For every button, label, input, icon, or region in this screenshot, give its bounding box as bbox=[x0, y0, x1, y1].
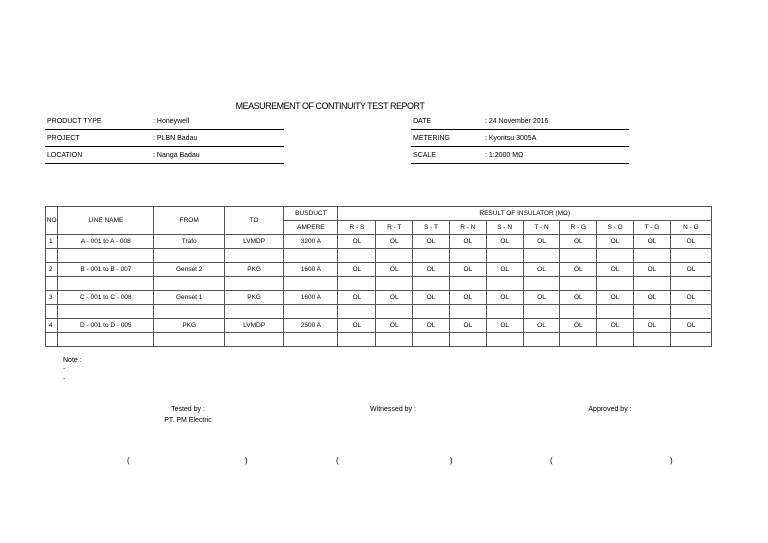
cell-result: OL bbox=[376, 235, 413, 249]
cell-empty bbox=[634, 277, 671, 291]
header-divider bbox=[411, 163, 629, 164]
header-divider bbox=[411, 146, 629, 147]
cell-empty bbox=[634, 305, 671, 319]
table-row bbox=[46, 319, 712, 333]
cell-empty bbox=[449, 277, 486, 291]
cell-empty bbox=[670, 277, 711, 291]
cell-empty bbox=[58, 333, 154, 347]
cell-no: 1 bbox=[46, 235, 58, 249]
cell-empty bbox=[486, 277, 523, 291]
cell-result: OL bbox=[560, 291, 597, 305]
col-header-result-item: S - T bbox=[413, 221, 450, 235]
cell-line-name: B - 001 to B - 007 bbox=[58, 263, 154, 277]
cell-result: OL bbox=[486, 319, 523, 333]
cell-result: OL bbox=[449, 235, 486, 249]
cell-empty bbox=[338, 333, 376, 347]
cell-from: Genset 2 bbox=[154, 263, 225, 277]
cell-ampere: 3200 A bbox=[284, 235, 338, 249]
cell-result: OL bbox=[523, 319, 560, 333]
cell-empty bbox=[46, 249, 58, 263]
cell-result: OL bbox=[560, 319, 597, 333]
note-item: - bbox=[63, 366, 66, 373]
tested-by-label: Tested by : bbox=[171, 406, 205, 413]
project-value: : PLBN Badau bbox=[153, 135, 198, 142]
col-header-result-item: T - G bbox=[634, 221, 671, 235]
location-value: : Nanga Badau bbox=[153, 152, 200, 159]
table-row bbox=[46, 291, 712, 305]
cell-result: OL bbox=[338, 291, 376, 305]
report-title: MEASUREMENT OF CONTINUITY TEST REPORT bbox=[235, 101, 425, 111]
approved-signature-close: ) bbox=[670, 456, 673, 465]
cell-empty bbox=[523, 305, 560, 319]
cell-empty bbox=[58, 305, 154, 319]
cell-result: OL bbox=[523, 235, 560, 249]
cell-result: OL bbox=[486, 263, 523, 277]
cell-empty bbox=[597, 305, 634, 319]
cell-empty bbox=[523, 333, 560, 347]
project-label: PROJECT bbox=[47, 135, 80, 142]
col-header-result-item: R - S bbox=[338, 221, 376, 235]
cell-result: OL bbox=[449, 291, 486, 305]
cell-line-name: A - 001 to A - 008 bbox=[58, 235, 154, 249]
cell-result: OL bbox=[413, 235, 450, 249]
cell-no: 4 bbox=[46, 319, 58, 333]
cell-empty bbox=[284, 305, 338, 319]
cell-empty bbox=[224, 249, 283, 263]
cell-line-name: D - 001 to D - 005 bbox=[58, 319, 154, 333]
col-header-result-item: R - N bbox=[449, 221, 486, 235]
cell-empty bbox=[560, 277, 597, 291]
cell-empty bbox=[523, 277, 560, 291]
cell-empty bbox=[376, 277, 413, 291]
cell-result: OL bbox=[376, 319, 413, 333]
col-header-result-item: N - G bbox=[670, 221, 711, 235]
cell-result: OL bbox=[597, 263, 634, 277]
cell-no: 2 bbox=[46, 263, 58, 277]
cell-empty bbox=[338, 249, 376, 263]
scale-label: SCALE bbox=[413, 152, 436, 159]
cell-empty bbox=[46, 305, 58, 319]
cell-empty bbox=[154, 249, 225, 263]
cell-result: OL bbox=[634, 263, 671, 277]
cell-empty bbox=[154, 277, 225, 291]
cell-empty bbox=[338, 305, 376, 319]
cell-result: OL bbox=[376, 263, 413, 277]
cell-empty bbox=[523, 249, 560, 263]
cell-empty bbox=[46, 277, 58, 291]
header-divider bbox=[45, 163, 284, 164]
cell-result: OL bbox=[413, 291, 450, 305]
cell-from: PKG bbox=[154, 319, 225, 333]
cell-result: OL bbox=[338, 319, 376, 333]
cell-empty bbox=[670, 305, 711, 319]
cell-empty bbox=[413, 277, 450, 291]
cell-empty bbox=[46, 333, 58, 347]
col-header-to: TO bbox=[224, 207, 283, 235]
cell-from: Genset 1 bbox=[154, 291, 225, 305]
cell-result: OL bbox=[634, 319, 671, 333]
cell-no: 3 bbox=[46, 291, 58, 305]
cell-empty bbox=[670, 333, 711, 347]
product-type-value: : Honeywell bbox=[153, 118, 190, 125]
tested-signature-open: ( bbox=[127, 456, 130, 465]
cell-empty bbox=[154, 305, 225, 319]
cell-empty bbox=[449, 305, 486, 319]
date-value: : 24 November 2016 bbox=[485, 118, 549, 125]
note-item: - bbox=[63, 376, 66, 383]
cell-empty bbox=[58, 277, 154, 291]
cell-empty bbox=[634, 333, 671, 347]
cell-result: OL bbox=[338, 263, 376, 277]
cell-to: LVMDP bbox=[224, 235, 283, 249]
cell-empty bbox=[670, 249, 711, 263]
cell-empty bbox=[338, 277, 376, 291]
header-divider bbox=[411, 129, 629, 130]
cell-empty bbox=[597, 277, 634, 291]
col-header-result: RESULT OF INSULATOR (MΩ) bbox=[338, 207, 712, 221]
cell-result: OL bbox=[523, 291, 560, 305]
cell-result: OL bbox=[597, 235, 634, 249]
metering-label: METERING bbox=[413, 135, 450, 142]
cell-result: OL bbox=[670, 291, 711, 305]
table-spacer-row bbox=[46, 305, 712, 319]
col-header-no: NO bbox=[46, 207, 58, 235]
cell-empty bbox=[224, 333, 283, 347]
col-header-from: FROM bbox=[154, 207, 225, 235]
cell-result: OL bbox=[634, 291, 671, 305]
cell-result: OL bbox=[560, 235, 597, 249]
col-header-result-item: R - G bbox=[560, 221, 597, 235]
cell-result: OL bbox=[376, 291, 413, 305]
cell-empty bbox=[224, 305, 283, 319]
cell-empty bbox=[560, 305, 597, 319]
cell-result: OL bbox=[449, 263, 486, 277]
cell-empty bbox=[413, 305, 450, 319]
cell-empty bbox=[376, 305, 413, 319]
witnessed-signature-close: ) bbox=[450, 456, 453, 465]
approved-signature-open: ( bbox=[550, 456, 553, 465]
cell-empty bbox=[560, 249, 597, 263]
col-header-busduct: BUSDUCT bbox=[284, 207, 338, 221]
col-header-ampere: AMPERE bbox=[284, 221, 338, 235]
col-header-result-item: R - T bbox=[376, 221, 413, 235]
scale-value: : 1:2000 MΩ bbox=[485, 152, 524, 159]
cell-empty bbox=[58, 249, 154, 263]
cell-empty bbox=[376, 249, 413, 263]
cell-result: OL bbox=[338, 235, 376, 249]
cell-result: OL bbox=[523, 263, 560, 277]
cell-empty bbox=[597, 249, 634, 263]
cell-ampere: 1600 A bbox=[284, 263, 338, 277]
metering-value: : Kyoritsu 3005A bbox=[485, 135, 537, 142]
col-header-result-item: S - N bbox=[486, 221, 523, 235]
cell-empty bbox=[634, 249, 671, 263]
cell-empty bbox=[284, 333, 338, 347]
tested-signature-close: ) bbox=[245, 456, 248, 465]
cell-empty bbox=[154, 333, 225, 347]
table-spacer-row bbox=[46, 249, 712, 263]
cell-result: OL bbox=[634, 235, 671, 249]
cell-empty bbox=[449, 249, 486, 263]
cell-empty bbox=[560, 333, 597, 347]
cell-result: OL bbox=[670, 319, 711, 333]
cell-result: OL bbox=[670, 263, 711, 277]
table-row bbox=[46, 235, 712, 249]
col-header-result-item: S - G bbox=[597, 221, 634, 235]
cell-empty bbox=[597, 333, 634, 347]
cell-result: OL bbox=[486, 291, 523, 305]
cell-empty bbox=[376, 333, 413, 347]
cell-ampere: 1600 A bbox=[284, 291, 338, 305]
cell-from: Trafo bbox=[154, 235, 225, 249]
cell-result: OL bbox=[413, 319, 450, 333]
table-row bbox=[46, 263, 712, 277]
cell-empty bbox=[486, 305, 523, 319]
cell-to: PKG bbox=[224, 263, 283, 277]
cell-to: LVMDP bbox=[224, 319, 283, 333]
table-spacer-row bbox=[46, 333, 712, 347]
cell-empty bbox=[284, 277, 338, 291]
cell-ampere: 2500 A bbox=[284, 319, 338, 333]
cell-to: PKG bbox=[224, 291, 283, 305]
product-type-label: PRODUCT TYPE bbox=[47, 118, 102, 125]
header-divider bbox=[45, 129, 284, 130]
date-label: DATE bbox=[413, 118, 432, 125]
cell-empty bbox=[449, 333, 486, 347]
witnessed-by-label: Witnessed by : bbox=[370, 406, 416, 413]
cell-result: OL bbox=[449, 319, 486, 333]
cell-empty bbox=[413, 333, 450, 347]
cell-empty bbox=[413, 249, 450, 263]
cell-empty bbox=[284, 249, 338, 263]
cell-result: OL bbox=[597, 291, 634, 305]
witnessed-signature-open: ( bbox=[336, 456, 339, 465]
col-header-result-item: T - N bbox=[523, 221, 560, 235]
cell-empty bbox=[486, 249, 523, 263]
cell-empty bbox=[224, 277, 283, 291]
cell-result: OL bbox=[486, 235, 523, 249]
tested-by-company: PT. PM Electric bbox=[164, 417, 212, 424]
cell-result: OL bbox=[413, 263, 450, 277]
cell-line-name: C - 001 to C - 008 bbox=[58, 291, 154, 305]
cell-result: OL bbox=[560, 263, 597, 277]
header-divider bbox=[45, 146, 284, 147]
col-header-line-name: LINE NAME bbox=[58, 207, 154, 235]
location-label: LOCATION bbox=[47, 152, 83, 159]
results-table bbox=[45, 206, 712, 347]
cell-result: OL bbox=[670, 235, 711, 249]
note-label: Note : bbox=[63, 357, 82, 364]
cell-result: OL bbox=[597, 319, 634, 333]
cell-empty bbox=[486, 333, 523, 347]
table-spacer-row bbox=[46, 277, 712, 291]
approved-by-label: Approved by : bbox=[588, 406, 632, 413]
